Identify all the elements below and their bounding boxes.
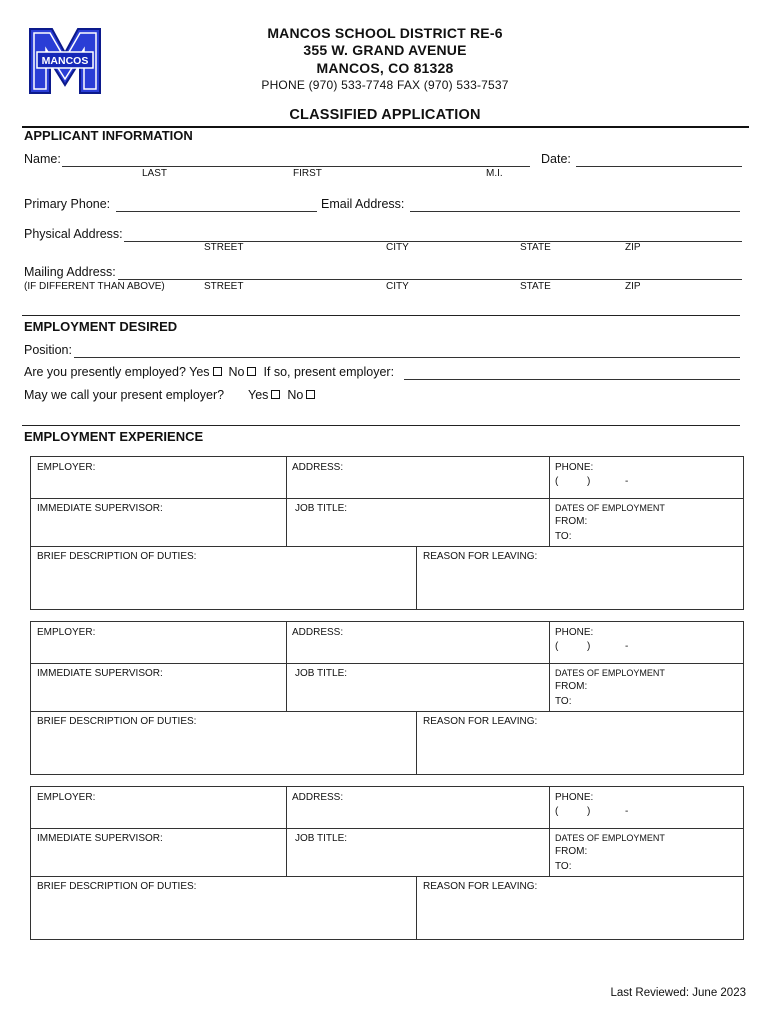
call-no-label: No [287,388,304,402]
reason-label: REASON FOR LEAVING: [423,881,538,892]
position-field[interactable] [74,357,740,358]
employed-yes-checkbox[interactable] [213,367,222,376]
dates-label: DATES OF EMPLOYMENT [555,833,665,843]
section-divider-2 [22,425,740,426]
name-field[interactable] [62,166,530,167]
date-field[interactable] [576,166,742,167]
mi-caption: M.I. [486,168,503,179]
physical-city-caption: CITY [386,242,409,253]
logo-text: MANCOS [41,55,89,67]
job-title-label: JOB TITLE: [295,668,348,679]
duties-label: BRIEF DESCRIPTION OF DUTIES: [37,881,197,892]
address-label: ADDRESS: [292,627,344,638]
address-label: ADDRESS: [292,462,344,473]
position-label: Position: [24,343,72,357]
physical-zip-caption: ZIP [625,242,641,253]
phone-label: PHONE: [555,627,594,638]
reason-label: REASON FOR LEAVING: [423,716,538,727]
phone-label: PHONE: [555,462,594,473]
employed-no-label: No [228,365,245,379]
call-employer-question: May we call your present employer? [24,388,225,402]
district-city: MANCOS, CO 81328 [316,60,454,76]
duties-label: BRIEF DESCRIPTION OF DUTIES: [37,716,197,727]
from-label: FROM: [555,681,588,692]
employer-label: EMPLOYER: [37,627,96,638]
to-label: TO: [555,696,572,707]
dates-label: DATES OF EMPLOYMENT [555,503,665,513]
phone-label: Primary Phone: [24,197,111,211]
first-caption: FIRST [293,168,322,179]
form-title: CLASSIFIED APPLICATION [289,107,481,123]
duties-label: BRIEF DESCRIPTION OF DUTIES: [37,551,197,562]
mailing-address-label: Mailing Address: [24,265,116,279]
from-label: FROM: [555,516,588,527]
reason-label: REASON FOR LEAVING: [423,551,538,562]
address-label: ADDRESS: [292,792,344,803]
last-caption: LAST [142,168,168,179]
supervisor-label: IMMEDIATE SUPERVISOR: [37,833,163,844]
job-title-label: JOB TITLE: [295,833,348,844]
phone-dash: - [625,476,629,487]
phone-dash: - [625,806,629,817]
phone-paren-close: ) [587,806,591,817]
employment-experience-section-title: EMPLOYMENT EXPERIENCE [24,429,204,444]
phone-dash: - [625,641,629,652]
mailing-note: (IF DIFFERENT THAN ABOVE) [24,281,165,292]
phone-paren-close: ) [587,476,591,487]
phone-field[interactable] [116,211,317,212]
call-yes-label: Yes [248,388,269,402]
dates-label: DATES OF EMPLOYMENT [555,668,665,678]
to-label: TO: [555,531,572,542]
phone-paren-open: ( [555,641,559,652]
present-employer-label: If so, present employer: [263,365,395,379]
date-label: Date: [541,152,571,166]
supervisor-label: IMMEDIATE SUPERVISOR: [37,668,163,679]
call-employer-options [248,388,315,402]
district-street: 355 W. GRAND AVENUE [303,42,467,58]
call-no-checkbox[interactable] [306,390,315,399]
employer-label: EMPLOYER: [37,462,96,473]
mailing-street-caption: STREET [204,281,244,292]
employed-question [24,365,394,379]
email-field[interactable] [410,211,740,212]
phone-label: PHONE: [555,792,594,803]
call-yes-checkbox[interactable] [271,390,280,399]
employed-question-text: Are you presently employed? Yes [24,365,210,379]
from-label: FROM: [555,846,588,857]
name-label: Name: [24,152,61,166]
present-employer-field[interactable] [404,379,740,380]
applicant-section-title: APPLICANT INFORMATION [24,128,193,143]
mailing-zip-caption: ZIP [625,281,641,292]
phone-paren-open: ( [555,476,559,487]
employment-record-3 [30,786,744,940]
mailing-city-caption: CITY [386,281,409,292]
physical-state-caption: STATE [520,242,551,253]
mailing-state-caption: STATE [520,281,551,292]
to-label: TO: [555,861,572,872]
physical-street-caption: STREET [204,242,244,253]
district-contact: PHONE (970) 533-7748 FAX (970) 533-7537 [261,78,509,92]
employment-record-2 [30,621,744,775]
section-divider-1 [22,315,740,316]
phone-paren-open: ( [555,806,559,817]
employment-desired-section-title: EMPLOYMENT DESIRED [24,319,178,334]
phone-paren-close: ) [587,641,591,652]
employer-label: EMPLOYER: [37,792,96,803]
email-label: Email Address: [321,197,405,211]
job-title-label: JOB TITLE: [295,503,348,514]
district-name: MANCOS SCHOOL DISTRICT RE-6 [267,25,503,41]
employed-no-checkbox[interactable] [247,367,256,376]
supervisor-label: IMMEDIATE SUPERVISOR: [37,503,163,514]
employment-record-1 [30,456,744,610]
physical-address-label: Physical Address: [24,227,123,241]
last-reviewed: Last Reviewed: June 2023 [610,987,746,999]
mailing-address-field[interactable] [118,279,742,280]
